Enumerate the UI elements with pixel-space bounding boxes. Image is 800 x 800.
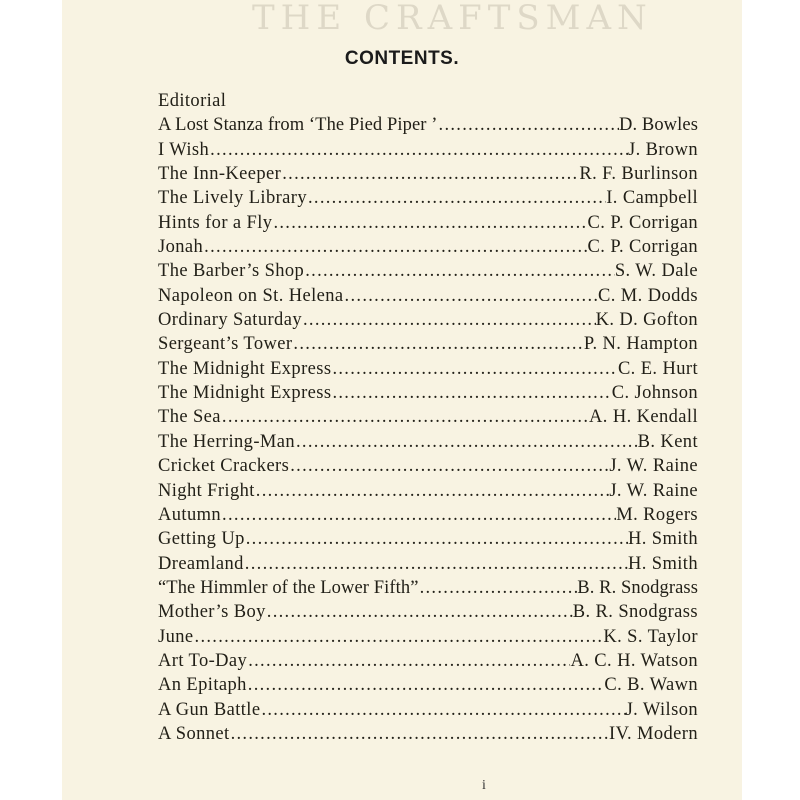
dot-leader — [247, 649, 570, 673]
dot-leader — [245, 527, 628, 551]
contents-entry — [158, 186, 698, 210]
entry-title: Mother’s Boy — [158, 602, 266, 623]
entry-title: The Barber’s Shop — [158, 261, 305, 282]
contents-entry — [158, 430, 698, 454]
entry-title: The Midnight Express — [158, 358, 332, 379]
dot-leader — [230, 722, 609, 746]
dot-leader — [221, 405, 589, 429]
entry-author: IV. Modern — [609, 723, 698, 744]
entry-author: R. F. Burlinson — [579, 164, 698, 185]
entry-title: Getting Up — [158, 529, 245, 550]
contents-entry — [158, 113, 698, 137]
entry-author: M. Rogers — [616, 504, 698, 525]
contents-entry — [158, 235, 698, 259]
contents-entry — [158, 162, 698, 186]
dot-leader — [209, 138, 628, 162]
contents-entry — [158, 673, 698, 697]
dot-leader — [292, 332, 583, 356]
dot-leader — [221, 503, 616, 527]
dot-leader — [331, 357, 617, 381]
document-page — [62, 0, 742, 800]
entry-title: June — [158, 626, 194, 647]
dot-leader — [331, 381, 611, 405]
entry-author: J. Wilson — [625, 699, 698, 720]
entry-author: P. N. Hampton — [583, 334, 698, 355]
bleed-through-text: THE CRAFTSMAN — [252, 0, 653, 38]
dot-leader — [344, 284, 598, 308]
entry-author: D. Bowles — [618, 115, 698, 136]
entry-author: C. E. Hurt — [617, 358, 698, 379]
entry-author: H. Smith — [627, 529, 698, 550]
contents-entry — [158, 454, 698, 478]
entry-author: C. P. Corrigan — [587, 237, 698, 258]
dot-leader — [295, 430, 638, 454]
dot-leader — [304, 259, 615, 283]
entry-title: Sergeant’s Tower — [158, 334, 293, 355]
entry-title: The Lively Library — [158, 188, 307, 209]
contents-entry — [158, 722, 698, 746]
contents-entry — [158, 625, 698, 649]
entry-author: J. W. Raine — [609, 456, 698, 477]
dot-leader — [302, 308, 596, 332]
dot-leader — [247, 673, 605, 697]
entry-author: B. Kent — [637, 431, 698, 452]
entry-title: Art To-Day — [158, 650, 248, 671]
entry-title: Dreamland — [158, 553, 244, 574]
dot-leader — [244, 552, 628, 576]
entry-author: C. Johnson — [611, 383, 698, 404]
dot-leader — [266, 600, 573, 624]
entry-author: J. W. Raine — [609, 480, 698, 501]
entry-title: “The Himmler of the Lower Fifth” — [158, 577, 419, 598]
entry-title: A Lost Stanza from ‘The Pied Piper ’ — [158, 115, 438, 136]
entry-title: Napoleon on St. Helena — [158, 285, 344, 306]
entry-title: A Gun Battle — [158, 699, 261, 720]
contents-entry — [158, 211, 698, 235]
entry-title: The Herring-Man — [158, 431, 295, 452]
contents-entry — [158, 527, 698, 551]
dot-leader — [438, 113, 619, 137]
entry-author: C. B. Wawn — [604, 675, 698, 696]
dot-leader — [255, 479, 610, 503]
dot-leader — [419, 576, 578, 600]
entry-title: Editorial — [158, 91, 227, 111]
dot-leader — [307, 186, 606, 210]
entry-title: A Sonnet — [158, 723, 230, 744]
contents-entry — [158, 308, 698, 332]
entry-title: Cricket Crackers — [158, 456, 290, 477]
dot-leader — [194, 625, 604, 649]
entry-author: K. D. Gofton — [595, 310, 698, 331]
contents-entry — [158, 479, 698, 503]
entry-title: The Inn-Keeper — [158, 164, 282, 185]
entry-title: The Midnight Express — [158, 383, 332, 404]
dot-leader — [281, 162, 579, 186]
dot-leader — [289, 454, 609, 478]
entry-title: The Sea — [158, 407, 221, 428]
entry-author: H. Smith — [627, 553, 698, 574]
dot-leader — [272, 211, 587, 235]
entry-author: I. Campbell — [606, 188, 698, 209]
entry-title: Hints for a Fly — [158, 212, 273, 233]
entry-author: B. R. Snodgrass — [577, 577, 698, 598]
entry-title: Jonah — [158, 237, 204, 258]
contents-entry — [158, 332, 698, 356]
contents-entry — [158, 284, 698, 308]
contents-entry — [158, 600, 698, 624]
contents-entry — [158, 259, 698, 283]
entry-author: C. P. Corrigan — [587, 212, 698, 233]
contents-entry — [158, 138, 698, 162]
contents-item — [158, 89, 698, 113]
contents-entry — [158, 503, 698, 527]
page-number: i — [482, 778, 486, 793]
dot-leader — [260, 698, 625, 722]
entry-author: B. R. Snodgrass — [572, 602, 698, 623]
entry-author: S. W. Dale — [614, 261, 698, 282]
entry-author: C. M. Dodds — [598, 285, 698, 306]
entry-title: Night Fright — [158, 480, 255, 501]
contents-entry — [158, 698, 698, 722]
entry-author: J. Brown — [627, 139, 698, 160]
contents-list — [158, 89, 698, 746]
entry-title: Autumn — [158, 504, 222, 525]
entry-author: K. S. Taylor — [603, 626, 698, 647]
entry-author: A. C. H. Watson — [570, 650, 698, 671]
dot-leader — [203, 235, 587, 259]
entry-title: Ordinary Saturday — [158, 310, 302, 331]
contents-entry — [158, 552, 698, 576]
contents-entry — [158, 405, 698, 429]
entry-title: An Epitaph — [158, 675, 247, 696]
entry-author: A. H. Kendall — [589, 407, 698, 428]
entry-title: I Wish — [158, 139, 210, 160]
page-title: CONTENTS. — [344, 48, 460, 69]
contents-entry — [158, 357, 698, 381]
contents-entry — [158, 649, 698, 673]
contents-entry — [158, 576, 698, 600]
contents-entry — [158, 381, 698, 405]
